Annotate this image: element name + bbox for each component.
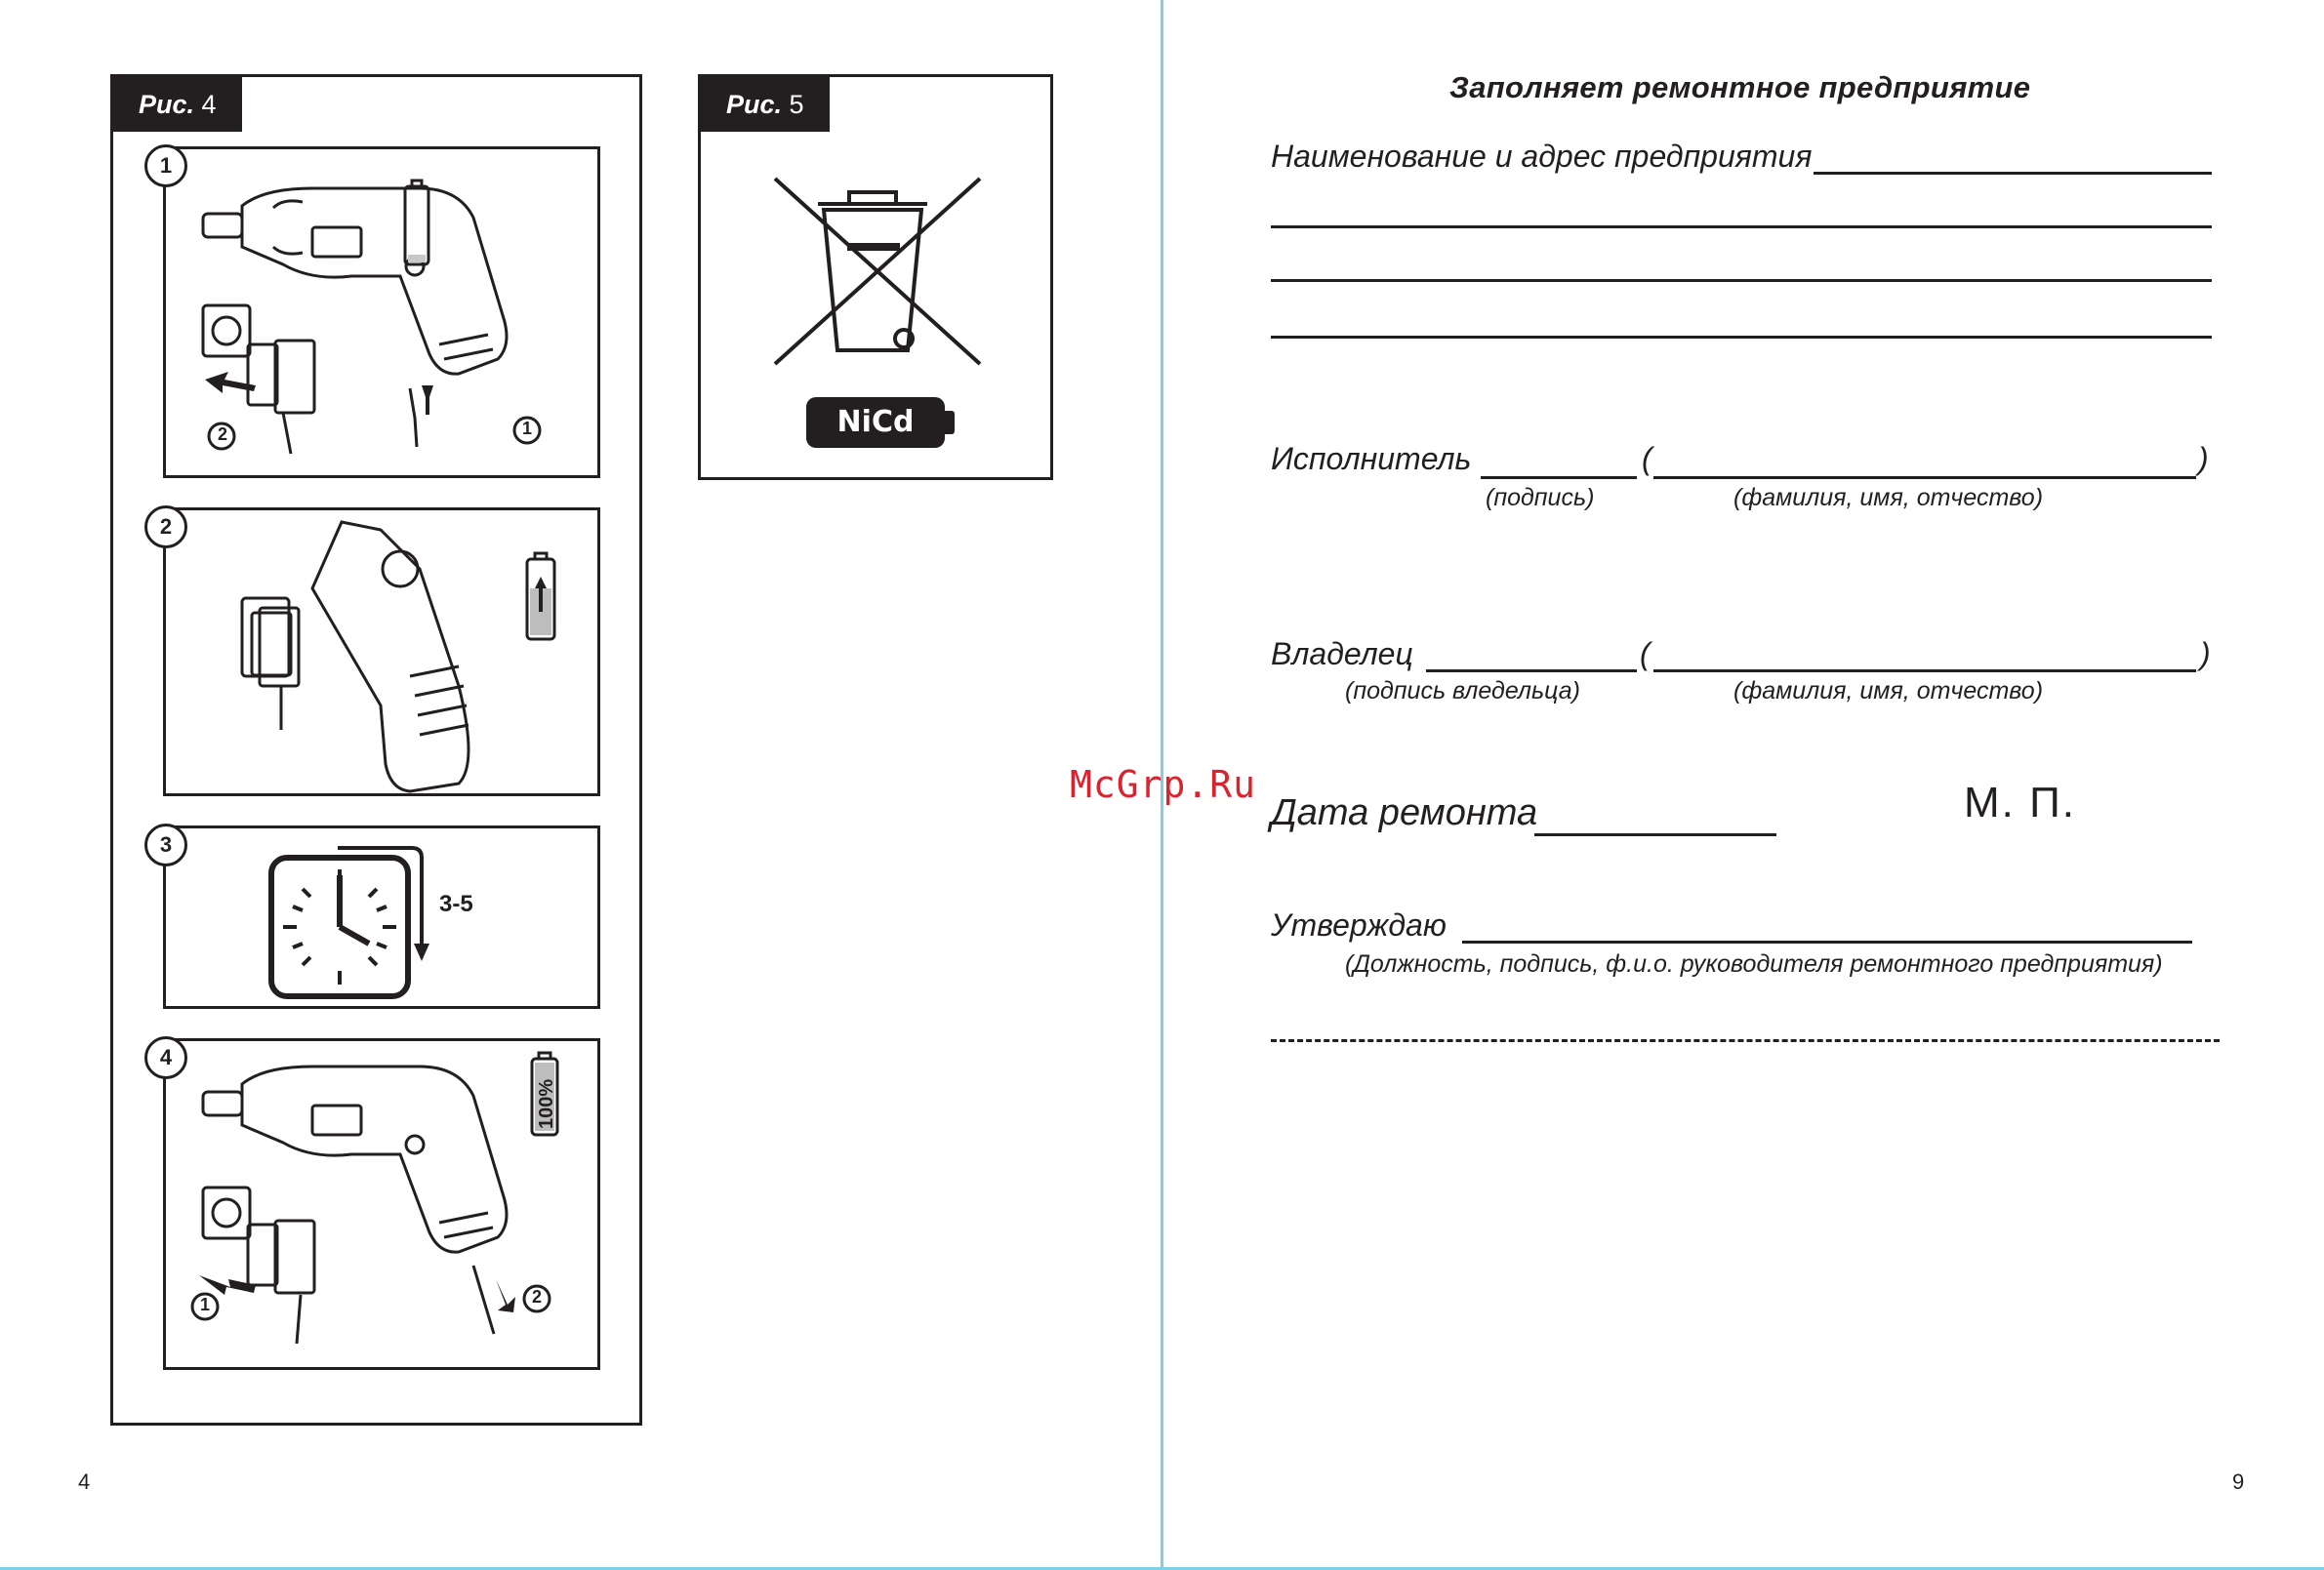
- fig4-step-2-panel: [163, 507, 600, 796]
- org-field-line-3[interactable]: [1271, 279, 2212, 282]
- org-field-line-1[interactable]: [1814, 172, 2212, 175]
- page-number-right: 9: [2232, 1469, 2245, 1494]
- approve-label: Утверждаю: [1271, 907, 1447, 943]
- executor-signature-caption: (подпись): [1486, 484, 1595, 511]
- org-field-line-2[interactable]: [1271, 225, 2212, 228]
- callout-1: 1: [521, 419, 532, 438]
- close-paren: ): [2198, 441, 2209, 476]
- clock-icon: [166, 828, 603, 1012]
- callout-2: 2: [531, 1287, 542, 1307]
- close-paren: ): [2200, 636, 2211, 671]
- fig4-step-3-panel: [163, 825, 600, 1009]
- owner-name-line[interactable]: [1653, 669, 2196, 672]
- executor-name-caption: (фамилия, имя, отчество): [1733, 484, 2044, 511]
- approve-caption: (Должность, подпись, ф.и.о. руководителя ремонтного предприятия): [1345, 950, 2163, 978]
- owner-signature-caption: (подпись вледельца): [1345, 677, 1580, 704]
- stamp-place: М. П.: [1964, 779, 2076, 826]
- callout-2: 2: [217, 424, 227, 444]
- watermark: McGrp.Ru: [1070, 763, 1257, 806]
- repair-date-line[interactable]: [1534, 833, 1776, 836]
- screwdriver-unplug-illustration: [166, 1041, 603, 1373]
- figure-5: [698, 74, 1053, 480]
- executor-name-line[interactable]: [1653, 476, 2196, 479]
- right-page: [1163, 0, 2324, 1570]
- org-field-line-4[interactable]: [1271, 336, 2212, 339]
- step-number-4: 4: [144, 1036, 187, 1079]
- figure-4-label: Рис. 4: [113, 77, 242, 132]
- step-number-3: 3: [144, 824, 187, 866]
- battery-full-label: 100%: [536, 1078, 557, 1129]
- figure-5-label: Рис. 5: [701, 77, 830, 132]
- approve-line[interactable]: [1462, 941, 2192, 944]
- executor-label: Исполнитель: [1271, 441, 1472, 476]
- charging-time: 3-5: [439, 891, 473, 917]
- executor-signature-line[interactable]: [1481, 476, 1637, 479]
- cut-line: [1271, 1039, 2220, 1042]
- owner-label: Владелец: [1271, 636, 1413, 671]
- org-label: Наименование и адрес предприятия: [1271, 139, 1813, 174]
- page-number-left: 4: [78, 1469, 91, 1494]
- section-heading: Заполняет ремонтное предприятие: [1449, 70, 2031, 104]
- open-paren: (: [1640, 636, 1651, 671]
- step-number-2: 2: [144, 505, 187, 548]
- fig4-step-4-panel: [163, 1038, 600, 1370]
- fig4-step-1-panel: [163, 146, 600, 478]
- repair-date-label: Дата ремонта: [1271, 792, 1538, 833]
- screwdriver-charging-indicator-illustration: [166, 510, 603, 799]
- step-number-1: 1: [144, 144, 187, 187]
- callout-1: 1: [199, 1295, 210, 1314]
- nicd-battery-badge: NiCd: [806, 397, 945, 448]
- owner-name-caption: (фамилия, имя, отчество): [1733, 677, 2044, 704]
- owner-signature-line[interactable]: [1426, 669, 1637, 672]
- open-paren: (: [1642, 441, 1652, 476]
